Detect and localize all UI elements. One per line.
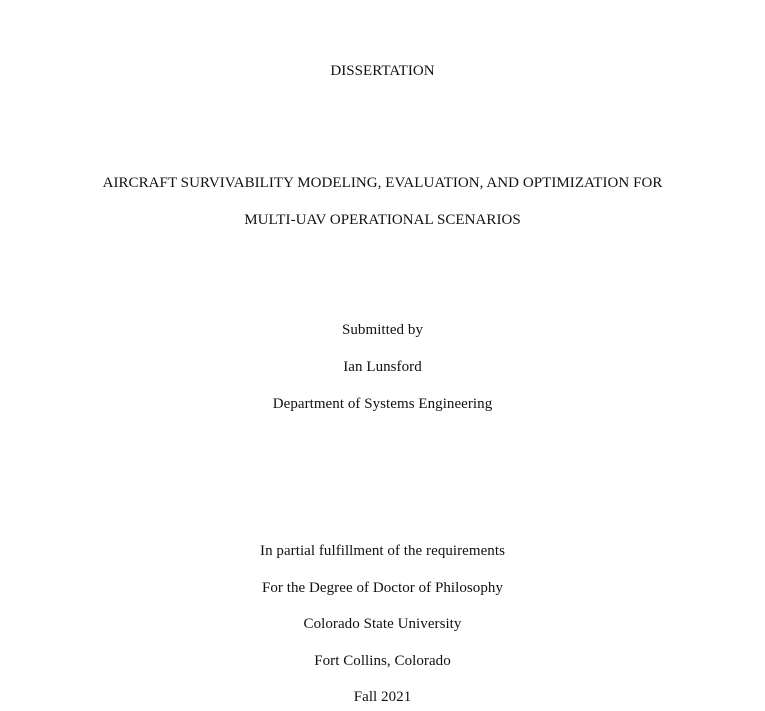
submitted-by-label: Submitted by <box>341 322 424 338</box>
document-heading: DISSERTATION <box>330 63 435 79</box>
title-line-2: MULTI-UAV OPERATIONAL SCENARIOS <box>244 212 521 228</box>
term: Fall 2021 <box>353 689 412 705</box>
fulfillment-statement: In partial fulfillment of the requirements <box>260 543 505 559</box>
author-name: Ian Lunsford <box>343 359 422 375</box>
department-name: Department of Systems Engineering <box>272 396 493 412</box>
degree-statement: For the Degree of Doctor of Philosophy <box>261 580 504 596</box>
location: Fort Collins, Colorado <box>314 653 451 669</box>
university-name: Colorado State University <box>303 616 462 632</box>
title-line-1: AIRCRAFT SURVIVABILITY MODELING, EVALUATION, AND OPTIMIZATION FOR <box>102 175 663 191</box>
